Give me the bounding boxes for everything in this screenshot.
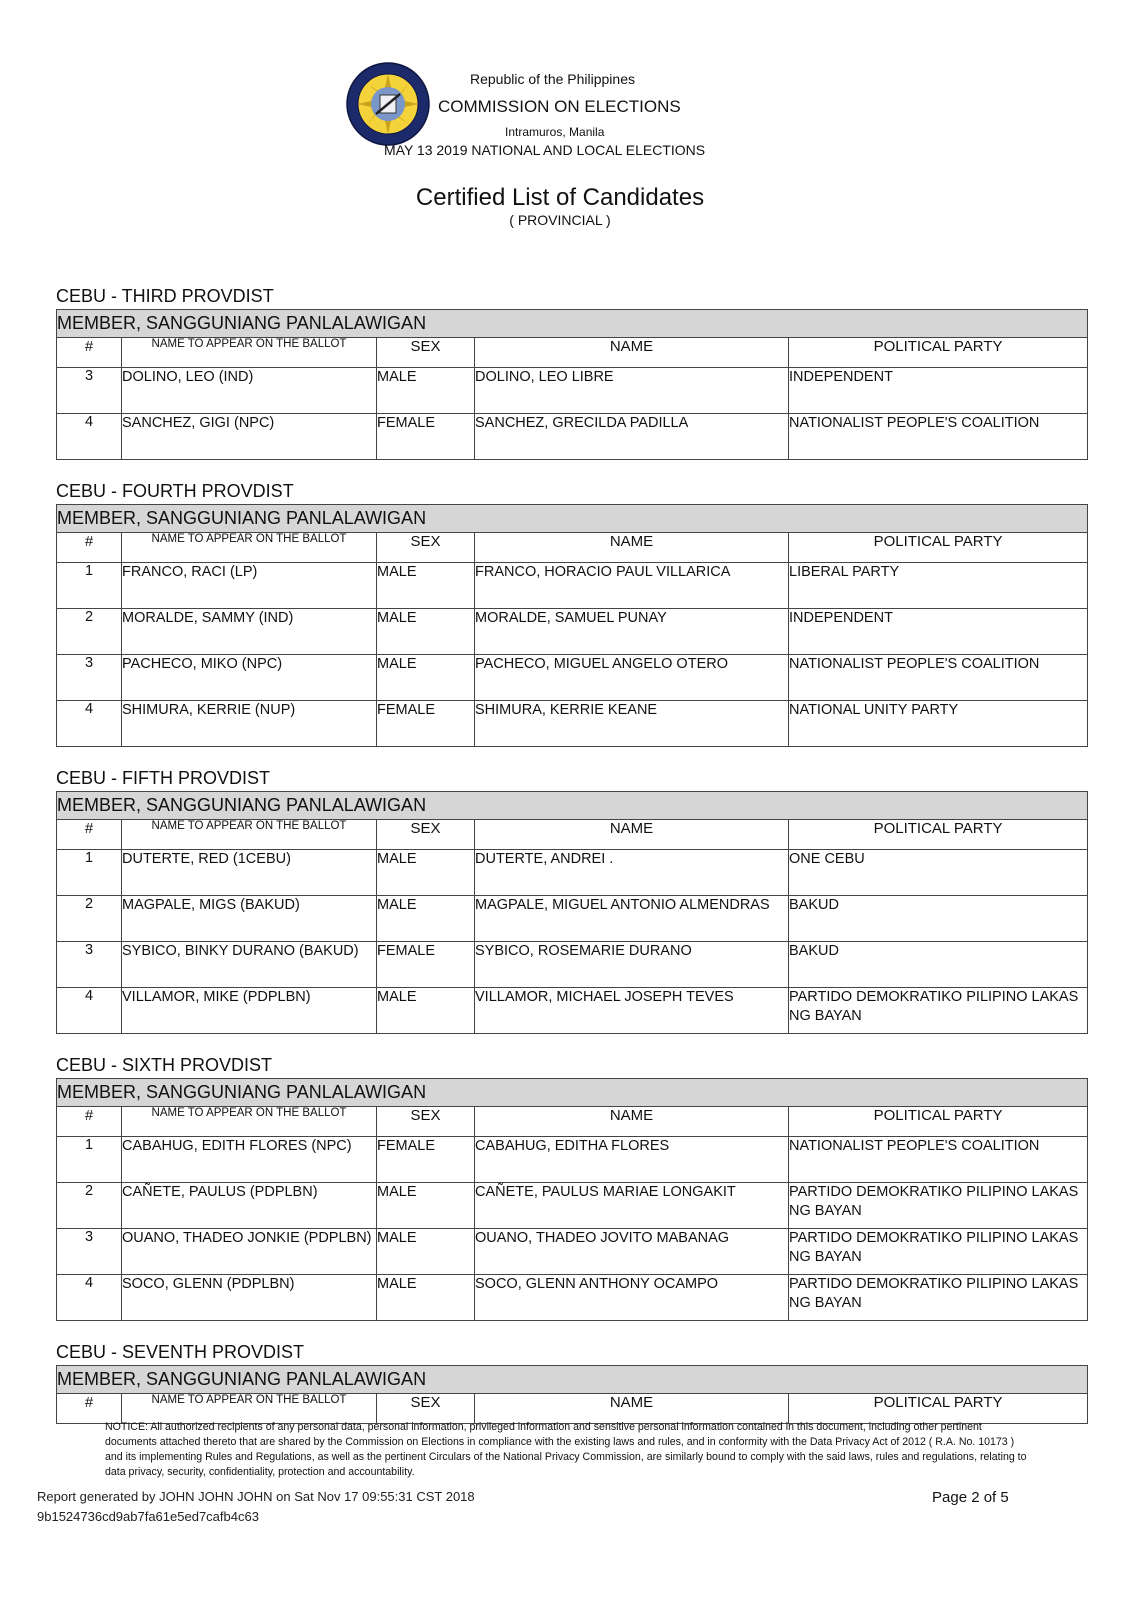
- position-title: MEMBER, SANGGUNIANG PANLALAWIGAN: [57, 310, 1088, 338]
- column-header-num: #: [57, 338, 122, 368]
- cell-name: DOLINO, LEO LIBRE: [475, 368, 789, 414]
- cell-ballot: PACHECO, MIKO (NPC): [122, 655, 377, 701]
- column-header-sex: SEX: [377, 1107, 475, 1137]
- cell-num: 4: [57, 414, 122, 460]
- cell-name: FRANCO, HORACIO PAUL VILLARICA: [475, 563, 789, 609]
- cell-sex: MALE: [377, 1229, 475, 1275]
- cell-num: 3: [57, 942, 122, 988]
- column-header-name: NAME: [475, 338, 789, 368]
- cell-num: 2: [57, 609, 122, 655]
- cell-party: PARTIDO DEMOKRATIKO PILIPINO LAKAS NG BAYAN: [789, 1183, 1088, 1229]
- cell-sex: FEMALE: [377, 701, 475, 747]
- candidate-sections: [56, 283, 1087, 1424]
- cell-sex: MALE: [377, 850, 475, 896]
- document-header: [0, 0, 1130, 240]
- cell-ballot: SOCO, GLENN (PDPLBN): [122, 1275, 377, 1321]
- republic-label: Republic of the Philippines: [470, 71, 635, 87]
- table-row: [57, 701, 1088, 747]
- district-section: [56, 478, 1087, 747]
- column-header-num: #: [57, 1107, 122, 1137]
- cell-party: BAKUD: [789, 896, 1088, 942]
- cell-sex: MALE: [377, 368, 475, 414]
- cell-ballot: FRANCO, RACI (LP): [122, 563, 377, 609]
- cell-party: LIBERAL PARTY: [789, 563, 1088, 609]
- column-header-ballot: NAME TO APPEAR ON THE BALLOT: [122, 338, 377, 368]
- cell-ballot: DOLINO, LEO (IND): [122, 368, 377, 414]
- column-header-num: #: [57, 1394, 122, 1424]
- cell-num: 4: [57, 701, 122, 747]
- cell-ballot: CABAHUG, EDITH FLORES (NPC): [122, 1137, 377, 1183]
- cell-ballot: VILLAMOR, MIKE (PDPLBN): [122, 988, 377, 1034]
- table-row: [57, 1137, 1088, 1183]
- document-hash: 9b1524736cd9ab7fa61e5ed7cafb4c63: [37, 1509, 259, 1524]
- cell-party: PARTIDO DEMOKRATIKO PILIPINO LAKAS NG BAYAN: [789, 1229, 1088, 1275]
- column-header-row: [57, 1394, 1088, 1424]
- cell-sex: MALE: [377, 896, 475, 942]
- position-title: MEMBER, SANGGUNIANG PANLALAWIGAN: [57, 1079, 1088, 1107]
- report-generated-line: Report generated by JOHN JOHN JOHN on Sat Nov 17 09:55:31 CST 2018: [37, 1489, 475, 1504]
- cell-num: 2: [57, 1183, 122, 1229]
- cell-party: INDEPENDENT: [789, 368, 1088, 414]
- cell-party: PARTIDO DEMOKRATIKO PILIPINO LAKAS NG BAYAN: [789, 1275, 1088, 1321]
- candidate-table: [56, 504, 1088, 747]
- cell-name: SYBICO, ROSEMARIE DURANO: [475, 942, 789, 988]
- cell-party: INDEPENDENT: [789, 609, 1088, 655]
- cell-sex: MALE: [377, 609, 475, 655]
- cell-num: 4: [57, 1275, 122, 1321]
- cell-num: 3: [57, 368, 122, 414]
- table-row: [57, 942, 1088, 988]
- cell-sex: FEMALE: [377, 1137, 475, 1183]
- cell-ballot: MAGPALE, MIGS (BAKUD): [122, 896, 377, 942]
- cell-ballot: CAÑETE, PAULUS (PDPLBN): [122, 1183, 377, 1229]
- cell-name: MORALDE, SAMUEL PUNAY: [475, 609, 789, 655]
- district-title: CEBU - SIXTH PROVDIST: [56, 1055, 273, 1075]
- cell-num: 3: [57, 1229, 122, 1275]
- cell-party: NATIONALIST PEOPLE'S COALITION: [789, 655, 1088, 701]
- page-number: Page 2 of 5: [932, 1489, 1009, 1506]
- cell-name: PACHECO, MIGUEL ANGELO OTERO: [475, 655, 789, 701]
- district-title: CEBU - THIRD PROVDIST: [56, 286, 274, 306]
- cell-ballot: MORALDE, SAMMY (IND): [122, 609, 377, 655]
- cell-sex: MALE: [377, 1275, 475, 1321]
- document-title: Certified List of Candidates: [415, 184, 705, 211]
- cell-party: BAKUD: [789, 942, 1088, 988]
- cell-name: MAGPALE, MIGUEL ANTONIO ALMENDRAS: [475, 896, 789, 942]
- district-title: CEBU - SEVENTH PROVDIST: [56, 1342, 305, 1362]
- column-header-ballot: NAME TO APPEAR ON THE BALLOT: [122, 1394, 377, 1424]
- column-header-sex: SEX: [377, 338, 475, 368]
- column-header-num: #: [57, 820, 122, 850]
- cell-name: CAÑETE, PAULUS MARIAE LONGAKIT: [475, 1183, 789, 1229]
- district-section: [56, 765, 1087, 1034]
- candidate-table: [56, 309, 1088, 460]
- cell-num: 2: [57, 896, 122, 942]
- cell-name: OUANO, THADEO JOVITO MABANAG: [475, 1229, 789, 1275]
- position-title: MEMBER, SANGGUNIANG PANLALAWIGAN: [57, 792, 1088, 820]
- table-row: [57, 850, 1088, 896]
- privacy-notice: NOTICE: All authorized recipients of any personal data, personal information, privileged information and sensitive personal information contained in this document, including other pertinent documents attached thereto that are shared by the Commission on Elections in compliance with the existing laws and rules, and in conformity with the Data Privacy Act of 2012 ( R.A. No. 10173 ) and its implementing Rules and Regulations, as well as the pertinent Circulars of the National Privacy Commission, are similarly bound to comply with the said laws, rules and regulations, relating to data privacy, security, confidentiality, protection and accountability.: [105, 1421, 1027, 1478]
- cell-name: CABAHUG, EDITHA FLORES: [475, 1137, 789, 1183]
- column-header-party: POLITICAL PARTY: [789, 338, 1088, 368]
- column-header-name: NAME: [475, 533, 789, 563]
- column-header-num: #: [57, 533, 122, 563]
- column-header-name: NAME: [475, 1107, 789, 1137]
- document-subtitle: ( PROVINCIAL ): [509, 212, 611, 228]
- cell-sex: MALE: [377, 563, 475, 609]
- district-title: CEBU - FOURTH PROVDIST: [56, 481, 294, 501]
- candidate-table: [56, 1078, 1088, 1321]
- column-header-party: POLITICAL PARTY: [789, 1394, 1088, 1424]
- cell-name: SHIMURA, KERRIE KEANE: [475, 701, 789, 747]
- table-row: [57, 368, 1088, 414]
- election-name: MAY 13 2019 NATIONAL AND LOCAL ELECTIONS: [384, 142, 706, 158]
- commission-name: COMMISSION ON ELECTIONS: [438, 97, 681, 116]
- cell-party: NATIONALIST PEOPLE'S COALITION: [789, 414, 1088, 460]
- table-row: [57, 1183, 1088, 1229]
- cell-party: NATIONALIST PEOPLE'S COALITION: [789, 1137, 1088, 1183]
- column-header-row: [57, 820, 1088, 850]
- cell-party: ONE CEBU: [789, 850, 1088, 896]
- cell-sex: MALE: [377, 655, 475, 701]
- column-header-ballot: NAME TO APPEAR ON THE BALLOT: [122, 533, 377, 563]
- position-title: MEMBER, SANGGUNIANG PANLALAWIGAN: [57, 1366, 1088, 1394]
- table-row: [57, 655, 1088, 701]
- column-header-party: POLITICAL PARTY: [789, 533, 1088, 563]
- column-header-row: [57, 1107, 1088, 1137]
- column-header-row: [57, 338, 1088, 368]
- column-header-sex: SEX: [377, 1394, 475, 1424]
- candidate-table: [56, 1365, 1088, 1424]
- cell-num: 1: [57, 1137, 122, 1183]
- column-header-sex: SEX: [377, 533, 475, 563]
- commission-location: Intramuros, Manila: [505, 125, 605, 139]
- cell-ballot: DUTERTE, RED (1CEBU): [122, 850, 377, 896]
- cell-num: 4: [57, 988, 122, 1034]
- cell-ballot: SANCHEZ, GIGI (NPC): [122, 414, 377, 460]
- table-row: [57, 896, 1088, 942]
- column-header-ballot: NAME TO APPEAR ON THE BALLOT: [122, 1107, 377, 1137]
- district-section: [56, 1339, 1087, 1424]
- cell-name: DUTERTE, ANDREI .: [475, 850, 789, 896]
- cell-num: 1: [57, 563, 122, 609]
- cell-ballot: SYBICO, BINKY DURANO (BAKUD): [122, 942, 377, 988]
- table-row: [57, 1229, 1088, 1275]
- column-header-name: NAME: [475, 820, 789, 850]
- cell-sex: FEMALE: [377, 414, 475, 460]
- cell-party: NATIONAL UNITY PARTY: [789, 701, 1088, 747]
- cell-ballot: OUANO, THADEO JONKIE (PDPLBN): [122, 1229, 377, 1275]
- cell-num: 1: [57, 850, 122, 896]
- cell-ballot: SHIMURA, KERRIE (NUP): [122, 701, 377, 747]
- column-header-party: POLITICAL PARTY: [789, 1107, 1088, 1137]
- table-row: [57, 414, 1088, 460]
- cell-sex: MALE: [377, 1183, 475, 1229]
- district-section: [56, 283, 1087, 460]
- comelec-seal-icon: [346, 62, 430, 146]
- column-header-ballot: NAME TO APPEAR ON THE BALLOT: [122, 820, 377, 850]
- district-title: CEBU - FIFTH PROVDIST: [56, 768, 271, 788]
- cell-num: 3: [57, 655, 122, 701]
- cell-party: PARTIDO DEMOKRATIKO PILIPINO LAKAS NG BAYAN: [789, 988, 1088, 1034]
- table-row: [57, 1275, 1088, 1321]
- table-row: [57, 563, 1088, 609]
- cell-sex: MALE: [377, 988, 475, 1034]
- table-row: [57, 988, 1088, 1034]
- column-header-name: NAME: [475, 1394, 789, 1424]
- position-title: MEMBER, SANGGUNIANG PANLALAWIGAN: [57, 505, 1088, 533]
- district-section: [56, 1052, 1087, 1321]
- column-header-row: [57, 533, 1088, 563]
- cell-sex: FEMALE: [377, 942, 475, 988]
- column-header-party: POLITICAL PARTY: [789, 820, 1088, 850]
- cell-name: SOCO, GLENN ANTHONY OCAMPO: [475, 1275, 789, 1321]
- column-header-sex: SEX: [377, 820, 475, 850]
- cell-name: SANCHEZ, GRECILDA PADILLA: [475, 414, 789, 460]
- candidate-table: [56, 791, 1088, 1034]
- table-row: [57, 609, 1088, 655]
- cell-name: VILLAMOR, MICHAEL JOSEPH TEVES: [475, 988, 789, 1034]
